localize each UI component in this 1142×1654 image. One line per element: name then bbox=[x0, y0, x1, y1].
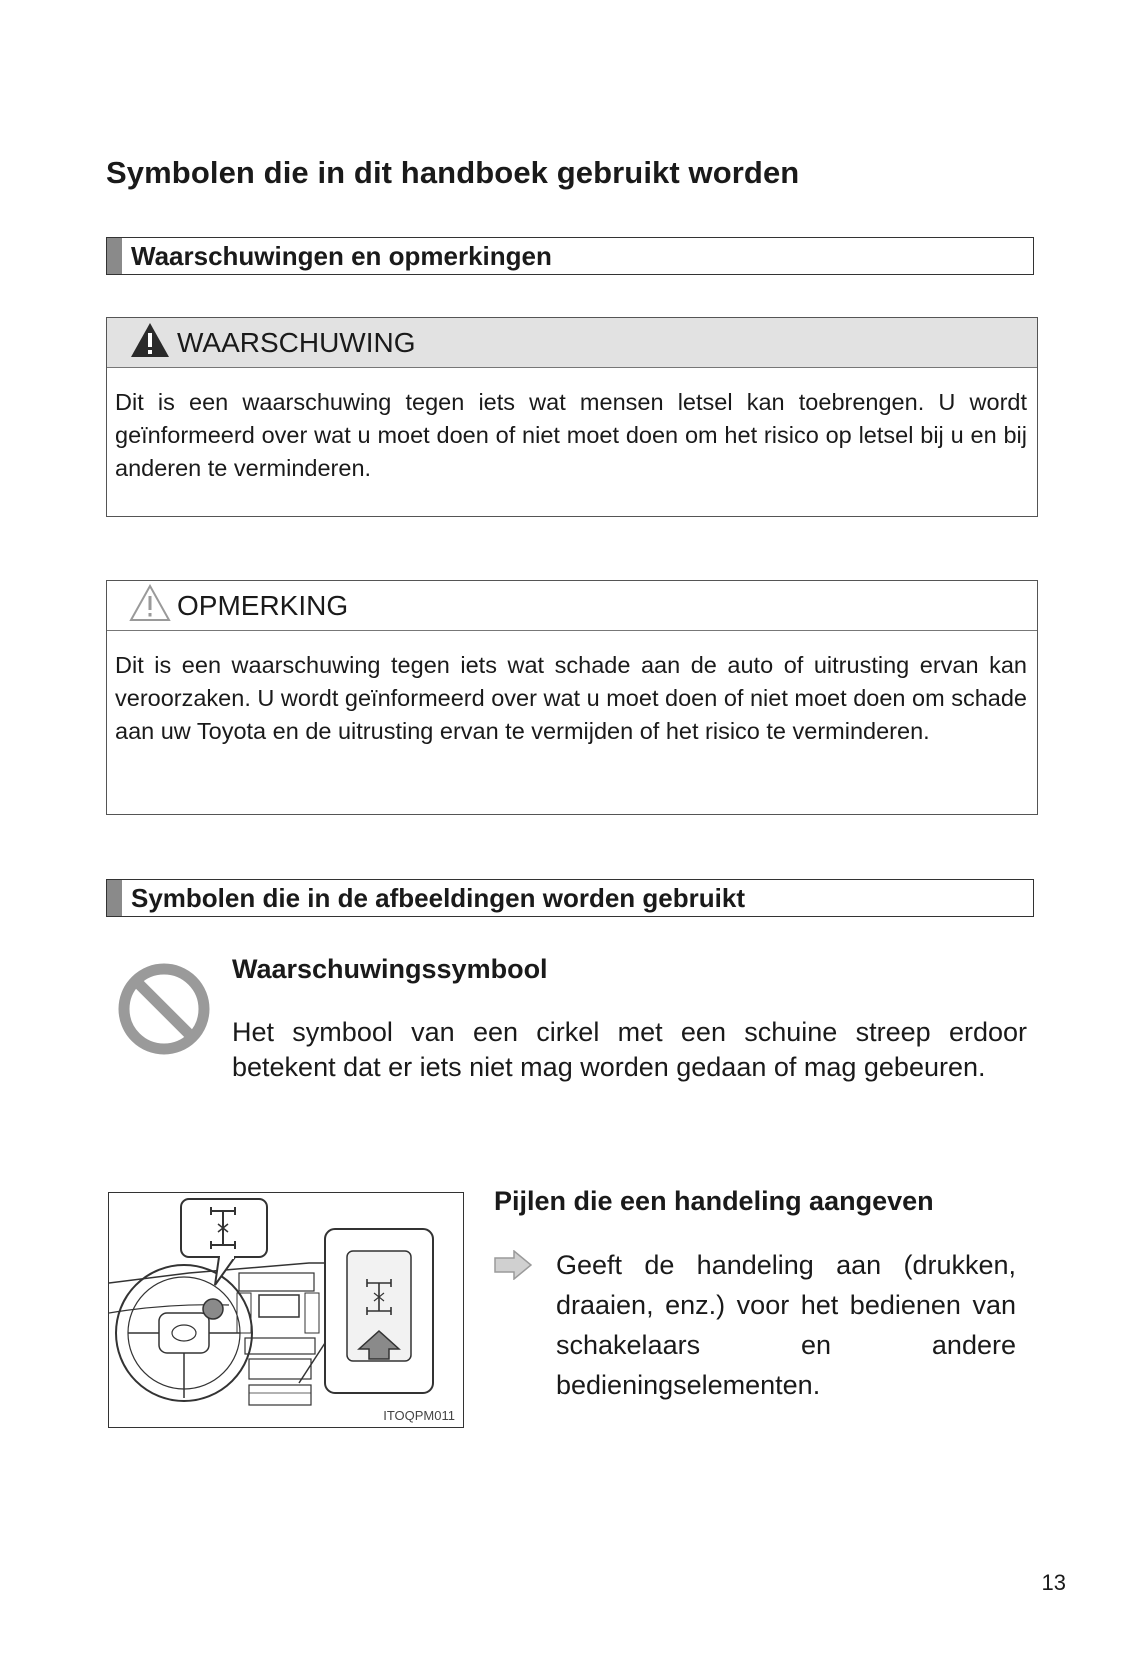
section-marker bbox=[107, 238, 122, 274]
section-heading-warnings bbox=[106, 237, 1034, 275]
page-number: 13 bbox=[1041, 1570, 1066, 1595]
notice-box bbox=[106, 580, 1038, 815]
prohibition-circle-icon bbox=[117, 962, 211, 1061]
warning-triangle-outline-icon bbox=[129, 584, 171, 627]
section-heading-label: Waarschuwingen en opmerkingen bbox=[131, 241, 552, 271]
warning-symbol-heading: Waarschuwingssymbool bbox=[232, 954, 548, 984]
notice-text: Dit is een waarschuwing tegen iets wat schade aan de auto of uitrusting ervan kan veroorzaken. U wordt geïnformeerd over wat u moet doen of niet moet doen om schade aan uw Toyota en de uitrusting ervan te vermijden of het risico te verminderen. bbox=[115, 652, 1027, 744]
warning-text: Dit is een waarschuwing tegen iets wat mensen letsel kan toebrengen. U wordt geïnformeerd over wat u moet doen of niet moet doen om het risico op letsel bij u en bij anderen te verminderen. bbox=[115, 389, 1027, 481]
notice-title: OPMERKING bbox=[177, 589, 349, 621]
warning-triangle-filled-icon bbox=[129, 321, 171, 364]
action-arrows-heading: Pijlen die een handeling aangeven bbox=[494, 1186, 934, 1216]
section-marker bbox=[107, 880, 122, 916]
notice-header bbox=[107, 581, 1037, 631]
section-heading-label: Symbolen die in de afbeeldingen worden gebruikt bbox=[131, 883, 745, 913]
action-arrows-text: Geeft de handeling aan (drukken, draaien, enz.) voor het bedienen van schakelaars en andere bedieningselementen. bbox=[556, 1250, 1016, 1400]
section-heading-symbols bbox=[106, 879, 1034, 917]
figure-code: ITOQPM011 bbox=[383, 1408, 455, 1423]
warning-header bbox=[107, 318, 1037, 368]
dashboard-illustration bbox=[108, 1192, 464, 1428]
page-title: Symbolen die in dit handboek gebruikt worden bbox=[106, 155, 800, 190]
warning-title: WAARSCHUWING bbox=[177, 326, 416, 358]
warning-box bbox=[106, 317, 1038, 517]
warning-symbol-text: Het symbool van een cirkel met een schuine streep erdoor betekent dat er iets niet mag worden gedaan of mag gebeuren. bbox=[232, 1017, 1027, 1082]
action-arrow-icon bbox=[494, 1250, 532, 1285]
